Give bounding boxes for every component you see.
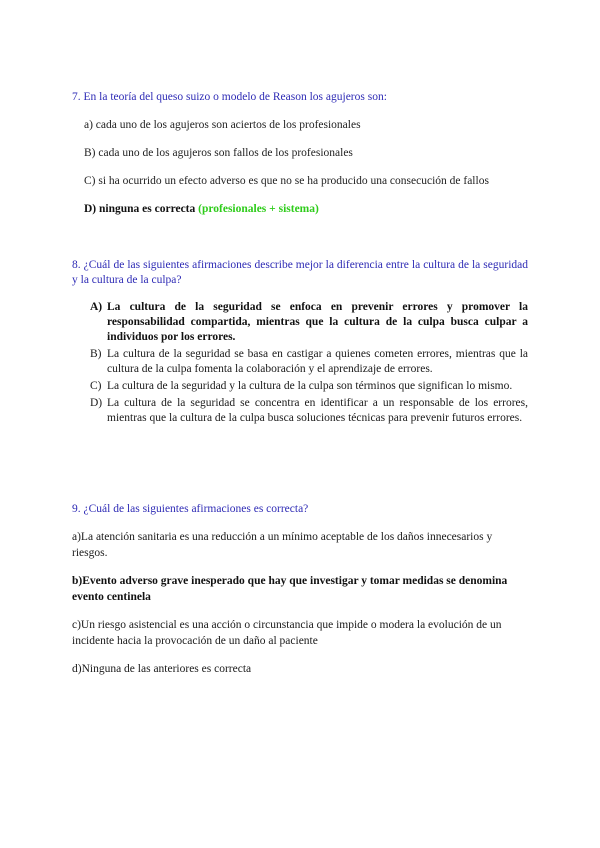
- q7-option-d: [84, 202, 528, 217]
- q8-option-d-label: D): [90, 397, 103, 409]
- q8-option-a-label: A): [90, 301, 103, 313]
- question-9: 9. ¿Cuál de las siguientes afirmaciones es correcta?: [72, 503, 309, 515]
- q9-option-b: b)Evento adverso grave inesperado que hay que investigar y tomar medidas se denomina evento centinela: [72, 575, 508, 603]
- q8-option-b-text: La cultura de la seguridad se basa en castigar a quienes cometen errores, mientras que la cultura de la culpa fomenta la colaboración y el aprendizaje de errores.: [107, 348, 528, 375]
- q7-option-a: a) cada uno de los agujeros son aciertos de los profesionales: [84, 119, 361, 131]
- q7-option-d-text: D) ninguna es correcta: [84, 203, 196, 215]
- q8-option-c: [90, 379, 528, 394]
- question-7: 7. En la teoría del queso suizo o modelo de Reason los agujeros son:: [72, 91, 387, 103]
- q7-option-b: B) cada uno de los agujeros son fallos de los profesionales: [84, 147, 353, 159]
- question-8: 8. ¿Cuál de las siguientes afirmaciones describe mejor la diferencia entre la cultura de la seguridad y la cultura de la culpa?: [72, 259, 528, 286]
- q8-option-d: [90, 396, 528, 426]
- q8-option-b: [90, 347, 528, 377]
- q8-option-list: [90, 300, 528, 428]
- q9-option-a: a)La atención sanitaria es una reducción a un mínimo aceptable de los daños innecesarios y riesgos.: [72, 531, 493, 559]
- q8-option-c-text: La cultura de la seguridad y la cultura de la culpa son términos que significan lo mismo.: [107, 380, 513, 392]
- q8-option-d-text: La cultura de la seguridad se concentra en identificar a un responsable de los errores, mientras que la cultura de la culpa busca soluciones técnicas para prevenir futuros errores.: [107, 397, 528, 424]
- q8-option-a: [90, 300, 528, 345]
- q9-option-d: d)Ninguna de las anteriores es correcta: [72, 663, 252, 675]
- q7-option-c: C) si ha ocurrido un efecto adverso es que no se ha producido una consecución de fallos: [84, 175, 489, 187]
- q9-option-c: c)Un riesgo asistencial es una acción o circunstancia que impide o modera la evolución de un incidente hacia la provocación de un daño al paciente: [72, 619, 502, 647]
- q8-option-c-label: C): [90, 380, 102, 392]
- q7-option-d-note: (profesionales + sistema): [198, 203, 319, 215]
- q8-option-b-label: B): [90, 348, 102, 360]
- q8-option-a-text: La cultura de la seguridad se enfoca en prevenir errores y promover la responsabilidad compartida, mientras que la cultura de la culpa busca culpar a individuos por los errores.: [107, 301, 528, 343]
